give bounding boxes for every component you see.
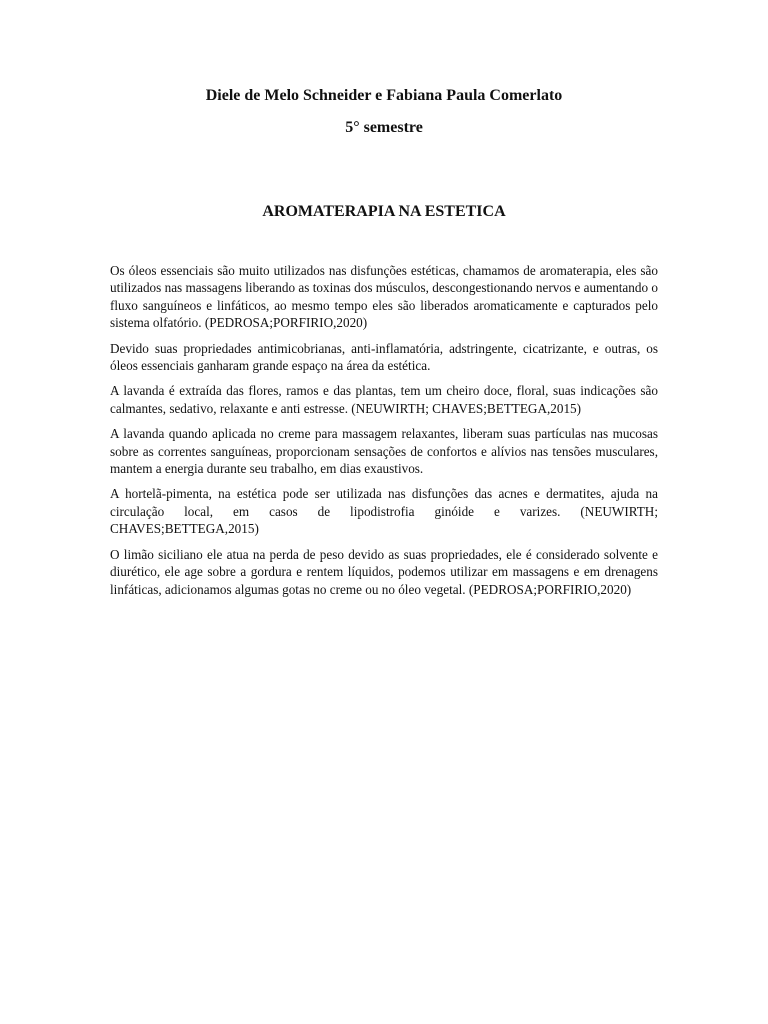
paragraph-lavanda: A lavanda é extraída das flores, ramos e das plantas, tem um cheiro doce, floral, suas indicações são calmantes, sedativo, relaxante e anti estresse. (NEUWIRTH; CHAVES;BETTEGA,2015) [110, 383, 658, 416]
paragraph-limao-siciliano: O limão siciliano ele atua na perda de peso devido as suas propriedades, ele é considerado solvente e diurético, ele age sobre a gordura e rentem líquidos, podemos utilizar em massagens e em drenagens linfáticas, adicionamos algumas gotas no creme ou no óleo vegetal. (PEDROSA;PORFIRIO,2020) [110, 546, 658, 597]
paragraph-hortela-pimenta: A hortelã-pimenta, na estética pode ser utilizada nas disfunções das acnes e dermatites, ajuda na circulação local, em casos de lipodistrofia ginóide e varizes. (NEUWIRTH; CHAVES;BETTEGA,2015) [110, 486, 658, 537]
paragraph-propriedades: Devido suas propriedades antimicobrianas, anti-inflamatória, adstringente, cicatrizante, e outras, os óleos essenciais ganharam grande espaço na área da estética. [110, 340, 658, 374]
paragraph-aromaterapia: Os óleos essenciais são muito utilizados nas disfunções estéticas, chamamos de aromaterapia, eles são utilizados nas massagens liberando as toxinas dos músculos, descongestionando nervos e aumentando o fluxo sanguíneos e linfáticos, ao mesmo tempo eles são liberados aromaticamente e capturados pelo sistema olfatório. (PEDROSA;PORFIRIO,2020) [110, 263, 658, 331]
paragraph-lavanda-creme: A lavanda quando aplicada no creme para massagem relaxantes, liberam suas partículas nas mucosas sobre as correntes sanguíneas, proporcionam sensações de confortos e alívios nas tensões musculares, mantem a energia durante seu trabalho, em dias exaustivos. [110, 426, 658, 477]
body-text [110, 262, 658, 606]
document-title: AROMATERAPIA NA ESTETICA [262, 203, 506, 220]
semester-label: 5° semestre [345, 119, 423, 136]
author-names: Diele de Melo Schneider e Fabiana Paula Comerlato [205, 87, 563, 104]
